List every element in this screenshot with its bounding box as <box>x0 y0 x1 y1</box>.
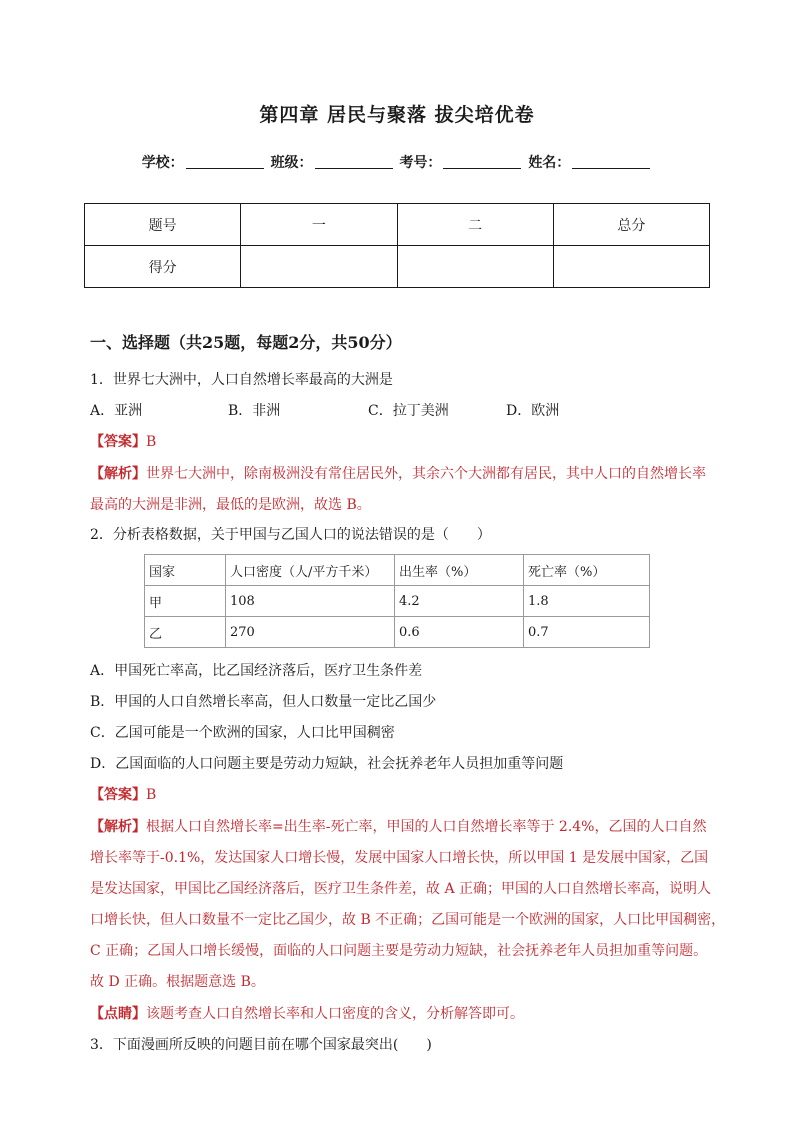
section-heading: 一、选择题（共25题，每题2分，共50分） <box>90 333 402 352</box>
q1-answer <box>90 431 156 451</box>
table-cell: 1.8 <box>524 586 650 617</box>
q2-stem: 2．分析表格数据，关于甲国与乙国人口的说法错误的是（ ） <box>90 527 491 543</box>
table-row <box>145 617 650 648</box>
q1-answer-value: B <box>146 434 157 450</box>
exam-no-label: 考号： <box>399 155 442 171</box>
school-blank[interactable] <box>186 154 264 169</box>
name-blank[interactable] <box>572 154 650 169</box>
q1-answer-label: 【答案】 <box>90 434 146 450</box>
q2-analysis-text: 根据人口自然增长率=出生率-死亡率，甲国的人口自然增长率等于 2.4%，乙国的人口自然 <box>146 819 707 835</box>
q1-stem: 1．世界七大洲中，人口自然增长率最高的大洲是 <box>90 372 393 388</box>
q2-answer <box>90 784 156 804</box>
q2-comment <box>90 1003 524 1023</box>
school-label: 学校： <box>141 155 184 171</box>
q2-comment-label: 【点睛】 <box>90 1006 146 1022</box>
student-info-line <box>0 152 794 172</box>
table-header-cell: 国家 <box>145 555 226 586</box>
exam-no-blank[interactable] <box>443 154 521 169</box>
q1-option-c[interactable]: C．拉丁美洲 <box>368 403 449 419</box>
table-cell: 乙 <box>145 617 226 648</box>
score-table-header-row <box>85 204 710 246</box>
table-row <box>145 555 650 586</box>
score-cell[interactable] <box>553 246 709 288</box>
table-cell: 0.6 <box>395 617 524 648</box>
q2-analysis-line: C 正确；乙国人口增长缓慢，面临的人口问题主要是劳动力短缺，社会抚养老年人员担加重等问题。 <box>90 943 708 959</box>
score-row-label: 得分 <box>85 246 241 288</box>
q2-option-a[interactable]: A．甲国死亡率高，比乙国经济落后，医疗卫生条件差 <box>90 663 423 679</box>
table-header-cell: 死亡率（%） <box>524 555 650 586</box>
class-blank[interactable] <box>315 154 393 169</box>
score-header-cell: 总分 <box>553 204 709 246</box>
table-cell: 270 <box>226 617 395 648</box>
q1-analysis-line-1 <box>90 463 706 483</box>
q1-options <box>90 400 559 420</box>
q2-analysis-line: 是发达国家，甲国比乙国经济落后，医疗卫生条件差，故 A 正确；甲国的人口自然增长率高，说明人 <box>90 881 712 897</box>
q2-option-c[interactable]: C．乙国可能是一个欧洲的国家，人口比甲国稠密 <box>90 725 395 741</box>
q2-analysis-line: 口增长快，但人口数量不一定比乙国少，故 B 不正确；乙国可能是一个欧洲的国家，人口比甲国稠密， <box>90 912 726 928</box>
q1-option-b[interactable]: B．非洲 <box>228 403 281 419</box>
score-header-cell: 二 <box>397 204 553 246</box>
table-header-cell: 人口密度（人/平方千米） <box>226 555 395 586</box>
score-header-cell: 一 <box>241 204 397 246</box>
score-table <box>84 203 710 288</box>
score-table-score-row <box>85 246 710 288</box>
table-cell: 甲 <box>145 586 226 617</box>
page-title: 第四章 居民与聚落 拔尖培优卷 <box>259 104 535 126</box>
q1-option-d[interactable]: D．欧洲 <box>506 403 560 419</box>
table-cell: 0.7 <box>524 617 650 648</box>
table-header-cell: 出生率（%） <box>395 555 524 586</box>
table-cell: 4.2 <box>395 586 524 617</box>
q2-answer-value: B <box>146 787 157 803</box>
q2-analysis-line: 故 D 正确。根据题意选 B。 <box>90 974 265 990</box>
q1-analysis-line-2: 最高的大洲是非洲，最低的是欧洲，故选 B。 <box>90 497 371 513</box>
table-cell: 108 <box>226 586 395 617</box>
table-row <box>145 586 650 617</box>
q2-analysis-line <box>90 816 706 836</box>
score-header-cell: 题号 <box>85 204 241 246</box>
q2-answer-label: 【答案】 <box>90 787 146 803</box>
q1-analysis-label: 【解析】 <box>90 466 146 482</box>
q3-stem: 3．下面漫画所反映的问题目前在哪个国家最突出( ) <box>90 1037 432 1053</box>
q2-option-d[interactable]: D．乙国面临的人口问题主要是劳动力短缺，社会抚养老年人员担加重等问题 <box>90 756 564 772</box>
q2-option-b[interactable]: B．甲国的人口自然增长率高，但人口数量一定比乙国少 <box>90 694 437 710</box>
q2-comment-text: 该题考查人口自然增长率和人口密度的含义，分析解答即可。 <box>146 1006 524 1022</box>
score-cell[interactable] <box>397 246 553 288</box>
q2-analysis-line: 增长率等于-0.1%，发达国家人口增长慢，发展中国家人口增长快，所以甲国 1 是发展中国家，乙国 <box>90 850 709 866</box>
q1-option-a[interactable]: A．亚洲 <box>90 403 143 419</box>
class-label: 班级： <box>270 155 313 171</box>
q2-data-table <box>144 554 650 648</box>
q1-analysis-text-1: 世界七大洲中，除南极洲没有常住居民外，其余六个大洲都有居民，其中人口的自然增长率 <box>146 466 706 482</box>
name-label: 姓名： <box>528 155 571 171</box>
q2-analysis-label: 【解析】 <box>90 819 146 835</box>
score-cell[interactable] <box>241 246 397 288</box>
